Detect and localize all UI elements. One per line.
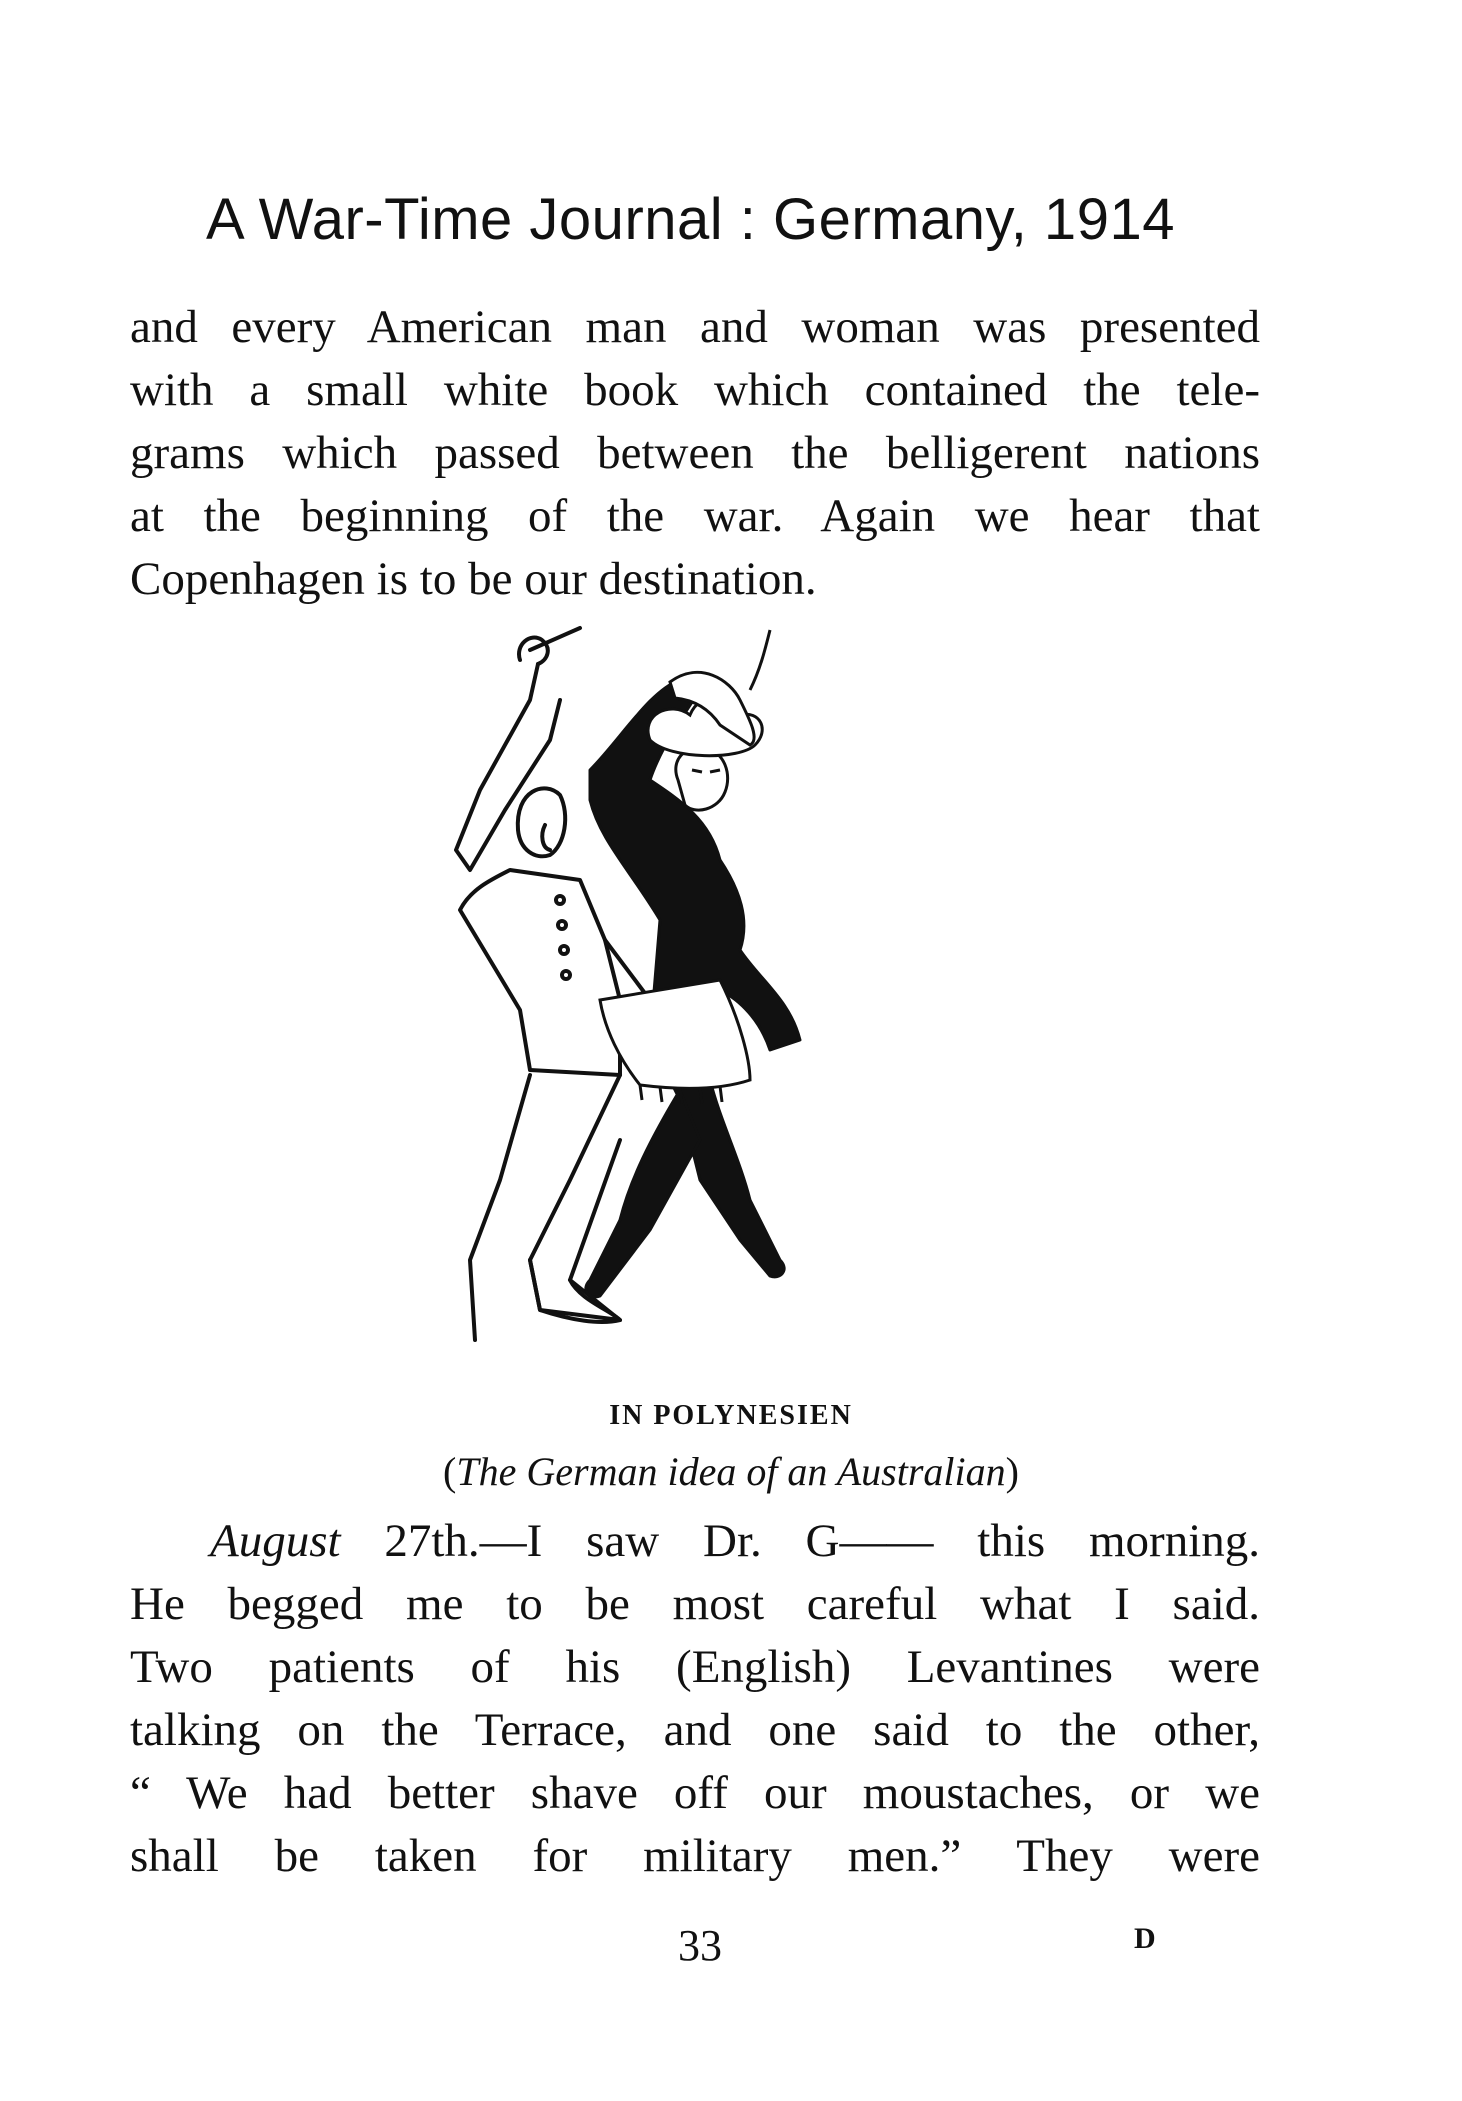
text-line: grams which passed between the belligerent nations (130, 427, 1260, 479)
figure-caption-subtitle: (The German idea of an Australian) (443, 1449, 1019, 1494)
soldier-buttons (556, 896, 570, 979)
soldier-torso (460, 870, 620, 1075)
text-line: “ We had better shave off our moustaches, or we (130, 1767, 1260, 1819)
text-line: He begged me to be most careful what I said. (130, 1578, 1260, 1630)
text-line: Two patients of his (English) Levantines were (130, 1641, 1260, 1693)
text-line: with a small white book which contained the tele- (130, 364, 1260, 416)
paragraph-1 (130, 296, 1260, 611)
text-line: talking on the Terrace, and one said to the other, (130, 1704, 1260, 1756)
soldier-legs (470, 1075, 620, 1340)
text-line-first (130, 1510, 1260, 1573)
running-head: A War-Time Journal : Germany, 1914 (206, 187, 1175, 252)
text-line: at the beginning of the war. Again we hear that (130, 490, 1260, 542)
first-line-rest: 27th.—I saw Dr. G—— this morning. (340, 1515, 1260, 1567)
native-skirt (600, 980, 750, 1088)
soldier-mouth-icon (542, 825, 550, 850)
signature-mark: D (1134, 1922, 1156, 1955)
soldier-head (518, 788, 565, 856)
sword-icon (519, 628, 580, 664)
boomerang-trail (750, 630, 770, 690)
cartoon-illustration (420, 620, 1020, 1380)
text-line: Copenhagen is to be our destination. (130, 553, 817, 605)
page-number: 33 (678, 1921, 722, 1970)
text-line: and every American man and woman was presented (130, 301, 1260, 353)
text-line: shall be taken for military men.” They were (130, 1830, 1260, 1882)
caption-subtitle-text: The German idea of an Australian (456, 1449, 1006, 1494)
paragraph-2 (130, 1510, 1260, 1888)
entry-date: August (210, 1515, 341, 1567)
figure-caption-title: IN POLYNESIEN (609, 1400, 853, 1431)
